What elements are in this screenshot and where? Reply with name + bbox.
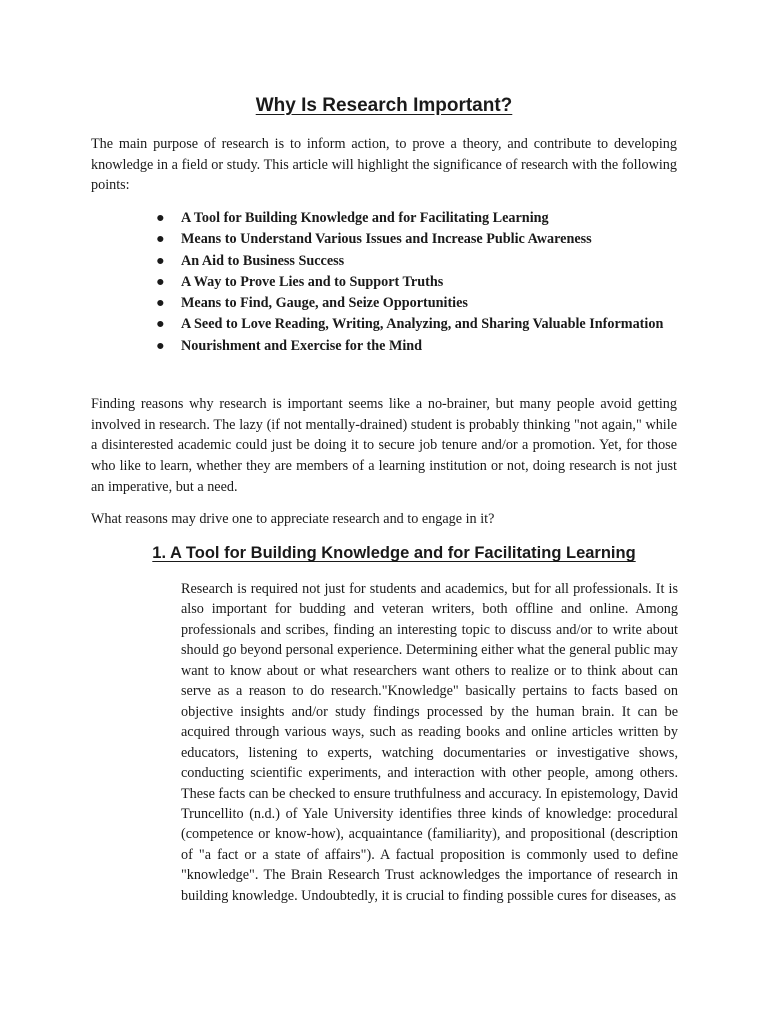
list-item-text: An Aid to Business Success bbox=[181, 252, 345, 269]
list-item-text: Means to Understand Various Issues and Increase Public Awareness bbox=[181, 231, 592, 248]
page-title: Why Is Research Important? bbox=[255, 95, 513, 116]
list-item bbox=[155, 272, 677, 293]
question-paragraph: What reasons may drive one to appreciate research and to engage in it? bbox=[91, 511, 495, 527]
list-item bbox=[155, 229, 677, 250]
section-body-paragraph: Research is required not just for students and academics, but for all professionals. It is also important for budding and veteran writers, both offline and online. Among professionals and scribes, finding an interesting topic to discuss and/or to write about should go beyond personal experience. Determining either what the general public may want to know about or what researchers want others to realize or to think about can serve as a reason to do research."Knowledge" basically pertains to facts based on objective insights and/or study findings processed by the human brain. It can be acquired through various ways, such as reading books and online articles written by educators, listening to experts, watching documentaries or investigative shows, conducting scientific experiments, and interaction with other people, among others. These facts can be checked to ensure truthfulness and accuracy. In epistemology, David Truncellito (n.d.) of Yale University identifies three kinds of knowledge: procedural (competence or know-how), acquaintance (familiarity), and propositional (description of "a fact or a state of affairs"). A factual proposition is commonly used to define "knowledge". The Brain Research Trust acknowledges the importance of research in building knowledge. Undoubtedly, it is crucial to finding possible cures for diseases, as bbox=[181, 581, 678, 904]
list-item bbox=[155, 208, 677, 229]
list-item-text: Means to Find, Gauge, and Seize Opportunities bbox=[181, 295, 468, 312]
list-item bbox=[155, 293, 677, 314]
list-item bbox=[155, 251, 677, 272]
bullet-icon: ● bbox=[156, 316, 165, 333]
list-item-text: A Tool for Building Knowledge and for Facilitating Learning bbox=[181, 210, 549, 226]
list-item bbox=[155, 314, 677, 335]
bullet-icon: ● bbox=[156, 337, 165, 354]
section-heading: 1. A Tool for Building Knowledge and for Facilitating Learning bbox=[152, 544, 636, 562]
bullet-icon: ● bbox=[156, 210, 165, 226]
intro-paragraph: The main purpose of research is to inform action, to prove a theory, and contribute to developing knowledge in a field or study. This article will highlight the significance of research with the following points: bbox=[91, 136, 677, 194]
bullet-icon: ● bbox=[156, 295, 165, 312]
key-points-list bbox=[155, 208, 677, 357]
list-item-text: A Seed to Love Reading, Writing, Analyzing, and Sharing Valuable Information bbox=[181, 316, 664, 333]
bullet-icon: ● bbox=[156, 252, 165, 269]
bullet-icon: ● bbox=[156, 273, 165, 290]
list-item bbox=[155, 336, 677, 357]
finding-reasons-paragraph: Finding reasons why research is important seems like a no-brainer, but many people avoid getting involved in research. The lazy (if not mentally-drained) student is probably thinking "not again," while a disinterested academic could just be doing it to secure job tenure and/or a promotion. Yet, for those who like to learn, whether they are members of a learning institution or not, doing research is not just an imperative, but a need. bbox=[91, 396, 677, 495]
list-item-text: Nourishment and Exercise for the Mind bbox=[181, 337, 423, 354]
list-item-text: A Way to Prove Lies and to Support Truths bbox=[181, 273, 444, 290]
bullet-icon: ● bbox=[156, 231, 165, 248]
